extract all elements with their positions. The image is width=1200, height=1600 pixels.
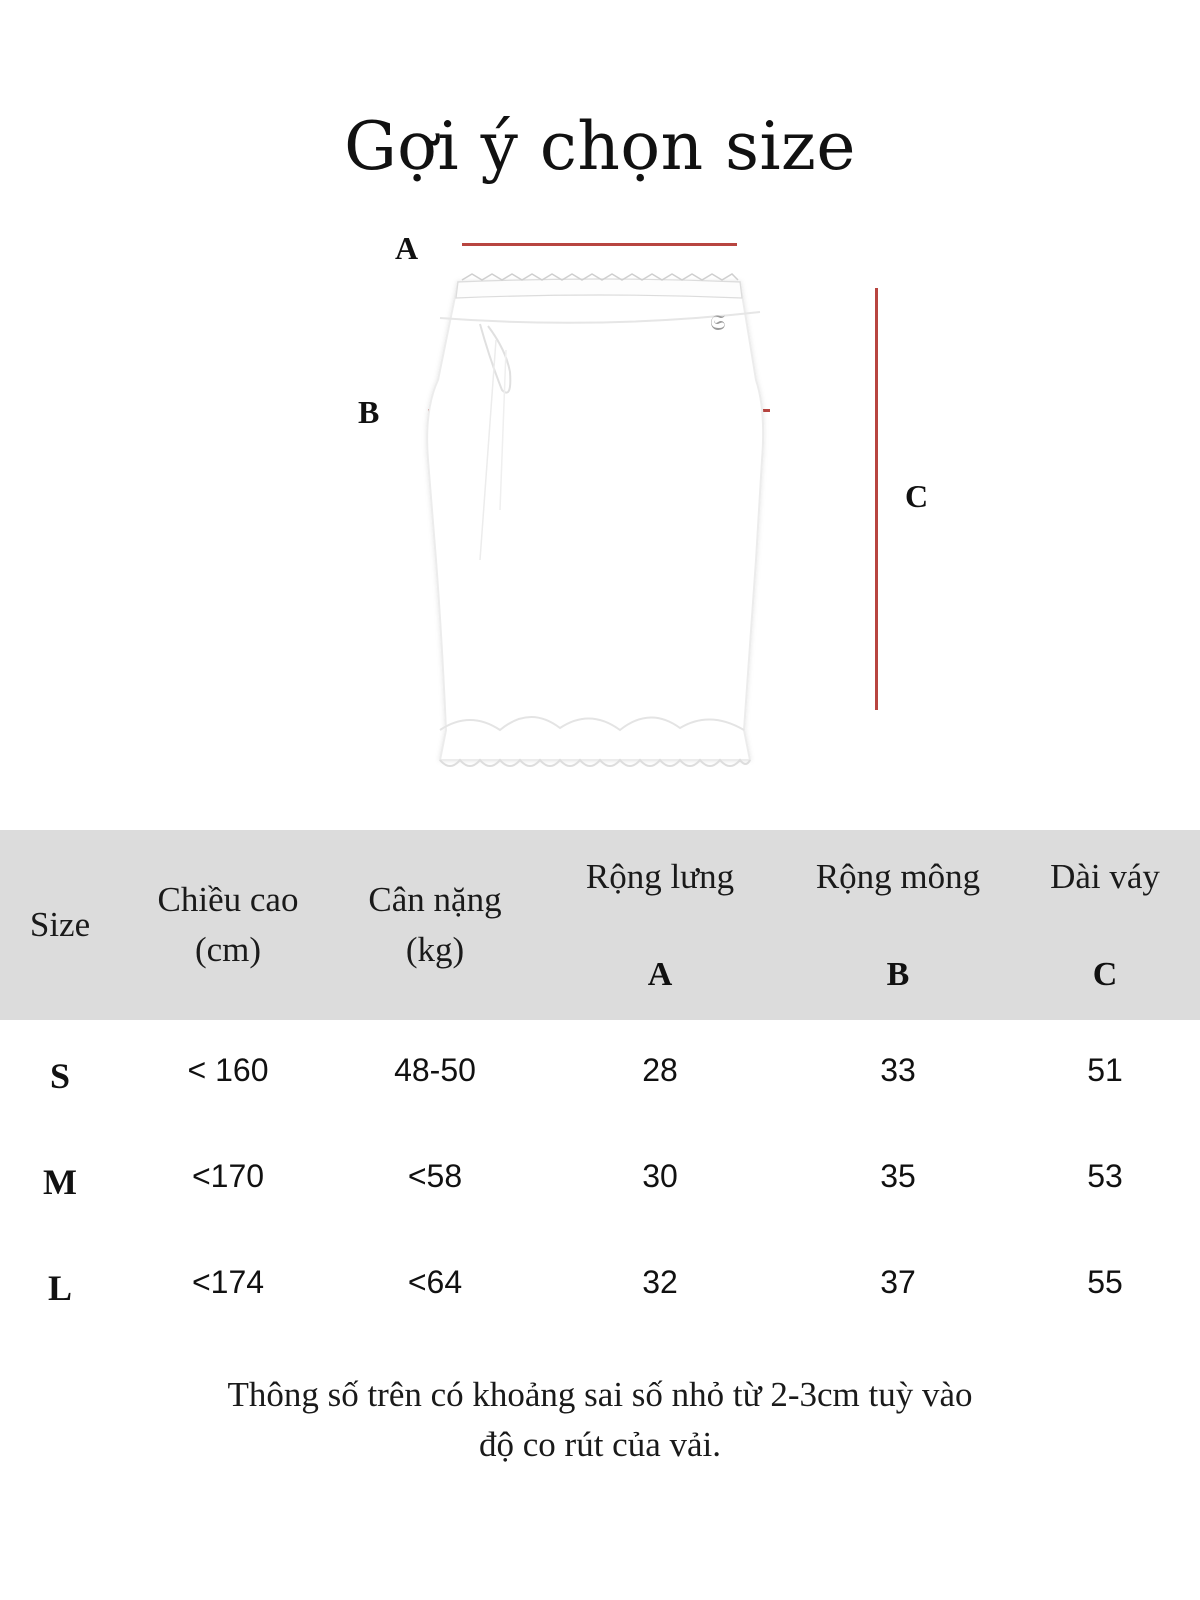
svg-text:𝔖: 𝔖 bbox=[710, 311, 726, 336]
header-waist-letter: A bbox=[647, 956, 673, 993]
row-hip: 33 bbox=[880, 1052, 916, 1088]
label-c: C bbox=[905, 478, 929, 514]
row-waist: 32 bbox=[642, 1264, 678, 1300]
skirt-illustration-icon bbox=[410, 260, 790, 800]
page-title: Gợi ý chọn size bbox=[344, 108, 856, 185]
header-hip: Rộng mông bbox=[815, 857, 981, 896]
row-hip: 35 bbox=[880, 1158, 916, 1194]
row-size: S bbox=[49, 1056, 71, 1096]
length-measure-line bbox=[875, 288, 878, 710]
row-height: <174 bbox=[191, 1264, 265, 1300]
table-row bbox=[0, 1040, 1200, 1100]
header-height-line1: Chiều cao bbox=[157, 880, 299, 919]
row-waist: 30 bbox=[642, 1158, 678, 1194]
header-waist: Rộng lưng bbox=[585, 857, 735, 896]
row-weight: 48-50 bbox=[394, 1052, 476, 1088]
label-b: B bbox=[358, 394, 380, 430]
note-line1: Thông số trên có khoảng sai số nhỏ từ 2-3cm tuỳ vào bbox=[227, 1375, 973, 1414]
row-weight: <58 bbox=[407, 1158, 463, 1194]
size-table-header bbox=[0, 830, 1200, 1020]
label-a: A bbox=[395, 230, 419, 266]
header-hip-letter: B bbox=[886, 956, 910, 993]
row-waist: 28 bbox=[642, 1052, 678, 1088]
header-length: Dài váy bbox=[1050, 857, 1160, 896]
header-weight-line1: Cân nặng bbox=[368, 880, 502, 919]
tolerance-note bbox=[100, 1370, 1100, 1470]
row-length: 53 bbox=[1087, 1158, 1123, 1194]
header-weight-line2: (kg) bbox=[405, 930, 465, 969]
header-height-line2: (cm) bbox=[194, 930, 262, 969]
table-row bbox=[0, 1146, 1200, 1206]
table-row bbox=[0, 1252, 1200, 1312]
waist-measure-line bbox=[462, 243, 737, 246]
row-size: M bbox=[43, 1162, 77, 1202]
row-weight: <64 bbox=[407, 1264, 463, 1300]
row-hip: 37 bbox=[880, 1264, 916, 1300]
header-size: Size bbox=[29, 905, 91, 944]
row-length: 51 bbox=[1087, 1052, 1123, 1088]
row-height: <170 bbox=[191, 1158, 265, 1194]
note-line2: độ co rút của vải. bbox=[479, 1425, 721, 1464]
row-size: L bbox=[47, 1268, 72, 1308]
row-length: 55 bbox=[1087, 1264, 1123, 1300]
row-height: < 160 bbox=[187, 1052, 269, 1088]
header-length-letter: C bbox=[1092, 956, 1118, 993]
